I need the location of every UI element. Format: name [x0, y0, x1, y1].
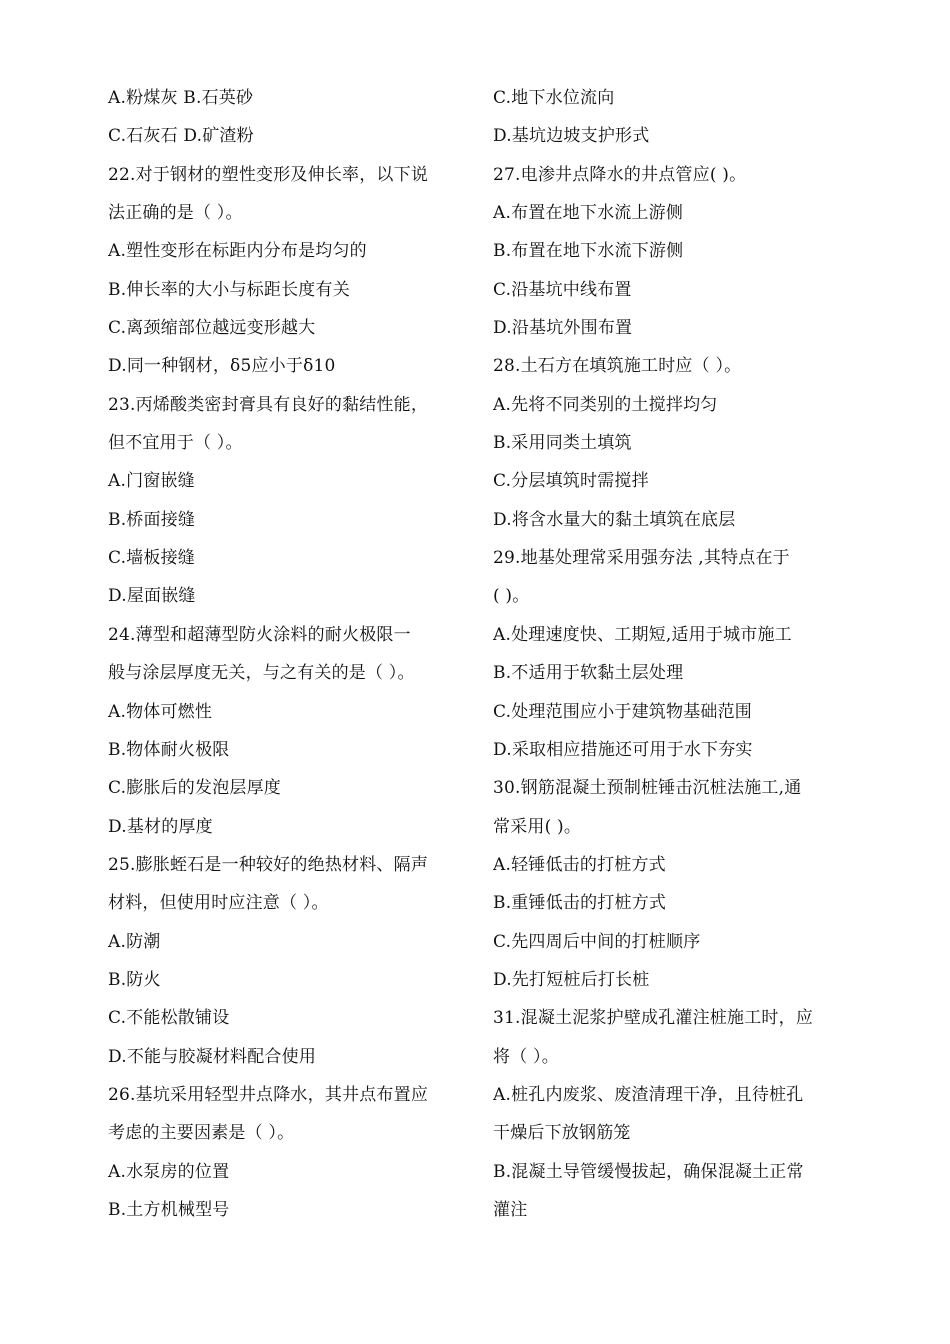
text-line: 28.土石方在填筑施工时应（ ）。	[493, 356, 742, 377]
text-line: A.水泵房的位置	[108, 1161, 230, 1182]
text-line: B.混凝土导管缓慢拔起，确保混凝土正常	[493, 1161, 804, 1182]
text-line: B.布置在地下水流下游侧	[493, 241, 684, 262]
text-line: 23.丙烯酸类密封膏具有良好的黏结性能，	[108, 394, 429, 415]
text-line: A.粉煤灰 B.石英砂	[108, 88, 254, 108]
text-line: 灌注	[493, 1199, 528, 1220]
text-line: D.沿基坑外围布置	[493, 318, 633, 339]
text-line: A.物体可燃性	[108, 701, 213, 722]
text-line: B.防火	[108, 969, 161, 990]
text-line: 法正确的是（ ）。	[108, 203, 243, 224]
text-line: 31.混凝土泥浆护壁成孔灌注桩施工时，应	[493, 1008, 814, 1029]
text-line: B.重锤低击的打桩方式	[493, 893, 667, 914]
text-line: 干燥后下放钢筋笼	[493, 1123, 631, 1144]
text-line: D.基材的厚度	[108, 816, 213, 837]
text-line: A.塑性变形在标距内分布是均匀的	[108, 241, 367, 262]
text-line: A.处理速度快、工期短,适用于城市施工	[493, 624, 792, 645]
text-line: D.采取相应措施还可用于水下夯实	[493, 739, 753, 760]
text-line: C.离颈缩部位越远变形越大	[108, 318, 316, 339]
text-line: A.布置在地下水流上游侧	[493, 203, 684, 224]
text-line: C.地下水位流向	[493, 88, 615, 108]
right-column	[493, 79, 853, 1229]
text-line: C.沿基坑中线布置	[493, 279, 632, 300]
text-line: C.先四周后中间的打桩顺序	[493, 931, 701, 952]
text-line: C.膨胀后的发泡层厚度	[108, 778, 282, 799]
text-line: D.将含水量大的黏土填筑在底层	[493, 509, 736, 530]
text-line: C.处理范围应小于建筑物基础范围	[493, 701, 753, 722]
text-line: B.土方机械型号	[108, 1199, 230, 1220]
text-line: D.同一种钢材，δ5应小于δ10	[108, 356, 336, 377]
text-line: D.基坑边坡支护形式	[493, 126, 650, 147]
text-line: 24.薄型和超薄型防火涂料的耐火极限一	[108, 624, 411, 645]
text-line: B.伸长率的大小与标距长度有关	[108, 279, 350, 300]
text-line: B.采用同类土填筑	[493, 433, 632, 454]
text-line: 考虑的主要因素是（ ）。	[108, 1123, 295, 1144]
text-line: 30.钢筋混凝土预制桩锤击沉桩法施工,通	[493, 778, 802, 799]
text-line: A.防潮	[108, 931, 161, 952]
text-line: A.先将不同类别的土搅拌均匀	[493, 394, 718, 415]
text-line: 般与涂层厚度无关，与之有关的是（ ）。	[108, 663, 415, 684]
text-line: A.桩孔内废浆、废渣清理干净，且待桩孔	[493, 1084, 804, 1105]
text-line: C.石灰石 D.矿渣粉	[108, 126, 254, 147]
text-line: B.桥面接缝	[108, 509, 196, 530]
text-line: 29.地基处理常采用强夯法 ,其特点在于	[493, 548, 790, 569]
text-line: D.不能与胶凝材料配合使用	[108, 1046, 317, 1067]
text-line: B.物体耐火极限	[108, 739, 230, 760]
text-line: 常采用( )。	[493, 816, 582, 837]
text-line: D.先打短桩后打长桩	[493, 969, 650, 990]
text-line: C.墙板接缝	[108, 548, 196, 569]
left-column	[108, 79, 478, 1229]
text-line: 26.基坑采用轻型井点降水，其井点布置应	[108, 1084, 429, 1105]
text-line: 22.对于钢材的塑性变形及伸长率，以下说	[108, 164, 429, 185]
text-line: A.门窗嵌缝	[108, 471, 195, 492]
text-line: ( )。	[493, 586, 530, 607]
text-line: C.不能松散铺设	[108, 1008, 230, 1029]
text-line: 25.膨胀蛭石是一种较好的绝热材料、隔声	[108, 854, 429, 875]
text-line: A.轻锤低击的打桩方式	[493, 854, 666, 875]
text-line: 27.电渗井点降水的井点管应( )。	[493, 164, 747, 185]
text-line: 材料，但使用时应注意（ ）。	[108, 893, 329, 914]
text-line: 但不宜用于（ ）。	[108, 433, 243, 454]
text-line: 将（ ）。	[493, 1046, 559, 1067]
text-line: B.不适用于软黏土层处理	[493, 663, 684, 684]
text-line: D.屋面嵌缝	[108, 586, 196, 607]
text-line: C.分层填筑时需搅拌	[493, 471, 649, 492]
